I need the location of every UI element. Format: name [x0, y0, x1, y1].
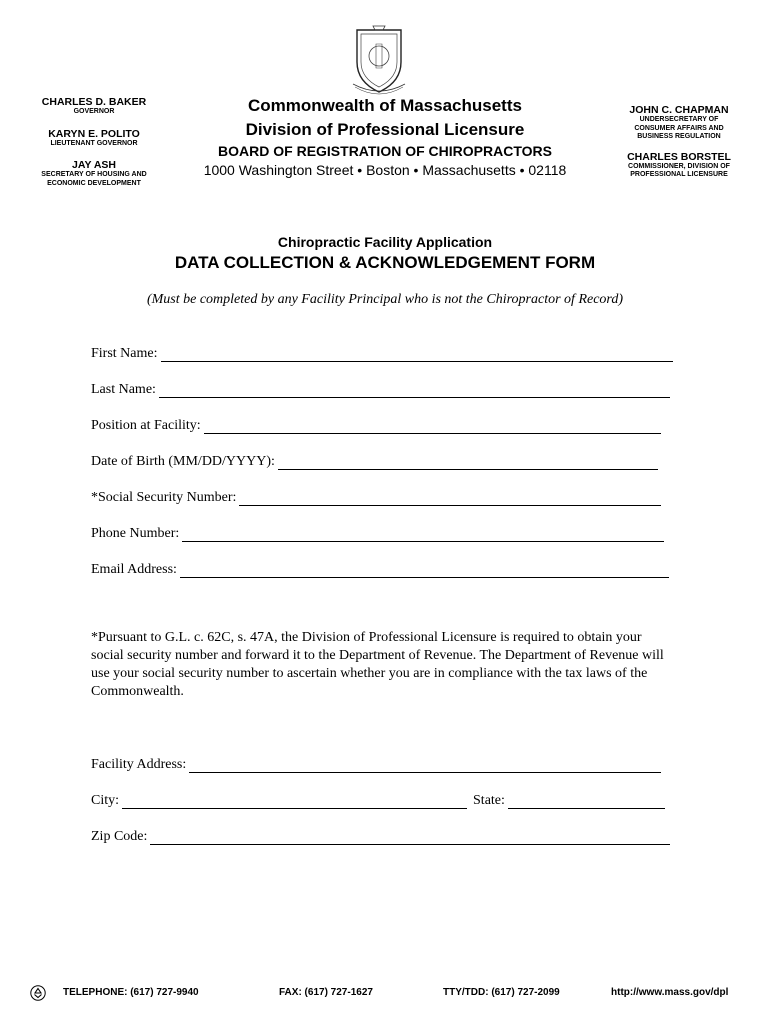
dob-input[interactable]: [278, 456, 658, 470]
state-label: State:: [473, 793, 505, 808]
last-name-label: Last Name:: [91, 382, 156, 397]
ssn-label: *Social Security Number:: [91, 490, 237, 505]
official-title: LIEUTENANT GOVERNOR: [50, 139, 138, 147]
first-name-label: First Name:: [91, 346, 158, 361]
position-input[interactable]: [204, 420, 661, 434]
ssn-input[interactable]: [239, 492, 661, 506]
official-name: CHARLES D. BAKER: [41, 96, 147, 108]
official-title: COMMISSIONER, DIVISION OF PROFESSIONAL LICENSURE: [628, 162, 730, 178]
city-label: City:: [91, 793, 120, 808]
state-input[interactable]: [508, 795, 665, 809]
facility-address-row: [91, 755, 661, 773]
recycle-icon: [30, 985, 46, 1001]
phone-label: Phone Number:: [91, 526, 180, 541]
email-input[interactable]: [180, 564, 669, 578]
city-input[interactable]: [122, 795, 467, 809]
right-officials: [594, 104, 764, 180]
official-title: UNDERSECRETARY OF CONSUMER AFFAIRS AND BUSINESS REGULATION: [634, 116, 724, 140]
official-name: CHARLES BORSTEL: [627, 150, 731, 163]
position-label: Position at Facility:: [91, 418, 201, 433]
official-name: JAY ASH: [72, 159, 116, 171]
official-name: KARYN E. POLITO: [48, 127, 140, 140]
city-state-row: [91, 791, 665, 809]
footer-telephone: TELEPHONE: (617) 727-9940: [63, 987, 199, 998]
official-name: JOHN C. CHAPMAN: [629, 104, 729, 116]
agency-header: [180, 95, 590, 179]
left-officials: [14, 96, 174, 188]
footer-fax: FAX: (617) 727-1627: [279, 987, 373, 998]
form-title: DATA COLLECTION & ACKNOWLEDGEMENT FORM: [174, 253, 596, 272]
agency-address: 1000 Washington Street • Boston • Massachusetts • 02118: [203, 162, 567, 178]
form-instruction: (Must be completed by any Facility Principal who is not the Chiropractor of Record): [146, 292, 624, 307]
footer-website-link[interactable]: http://www.mass.gov/dpl: [611, 987, 729, 998]
board-title: BOARD OF REGISTRATION OF CHIROPRACTORS: [218, 143, 552, 159]
zip-row: [91, 827, 670, 845]
zip-input[interactable]: [150, 831, 670, 845]
zip-label: Zip Code:: [91, 829, 148, 844]
phone-input[interactable]: [182, 528, 664, 542]
email-label: Email Address:: [91, 562, 177, 577]
ssn-notice: *Pursuant to G.L. c. 62C, s. 47A, the Division of Professional Licensure is required to obtain your social security number and forward it to the Department of Revenue. The Department of Revenue will use your social security number to ascertain whether you are in compliance with the tax laws of the Commonwealth.: [91, 630, 664, 699]
position-row: [91, 416, 661, 434]
first-name-row: [91, 344, 673, 362]
official-title: SECRETARY OF HOUSING AND ECONOMIC DEVELOPMENT: [41, 171, 147, 187]
phone-row: [91, 524, 664, 542]
footer-tty: TTY/TDD: (617) 727-2099: [443, 987, 560, 998]
email-row: [91, 560, 669, 578]
first-name-input[interactable]: [161, 348, 673, 362]
official-title: GOVERNOR: [73, 108, 115, 115]
facility-address-input[interactable]: [189, 759, 661, 773]
form-subtitle: Chiropractic Facility Application: [277, 234, 493, 250]
last-name-row: [91, 380, 670, 398]
ssn-row: [91, 488, 661, 506]
division-title: Division of Professional Licensure: [245, 120, 525, 139]
facility-address-label: Facility Address:: [91, 757, 187, 772]
last-name-input[interactable]: [159, 384, 670, 398]
dob-label: Date of Birth (MM/DD/YYYY):: [91, 454, 275, 469]
state-seal: [343, 20, 415, 96]
commonwealth-title: Commonwealth of Massachusetts: [248, 96, 522, 115]
dob-row: [91, 452, 658, 470]
